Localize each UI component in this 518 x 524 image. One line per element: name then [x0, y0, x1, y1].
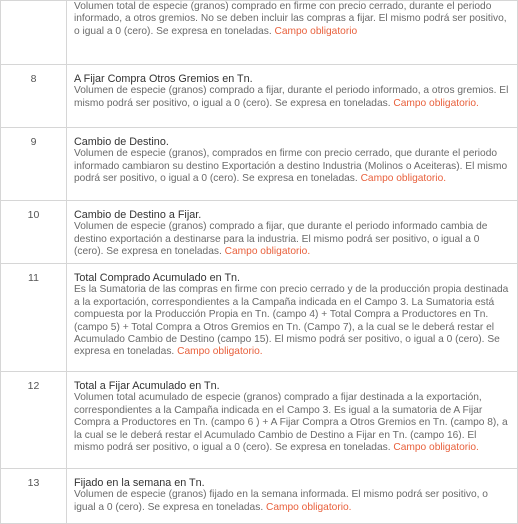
field-description: [67, 201, 518, 264]
field-title: Fijado en la semana en Tn.: [74, 477, 205, 489]
field-title: Total Comprado Acumulado en Tn.: [74, 272, 241, 284]
table-row: [1, 128, 518, 201]
field-description: [67, 128, 518, 201]
field-number: 10: [1, 201, 67, 264]
field-body: Volumen total acumulado de especie (granos) comprado a fijar destinada a la exportación, correspondientes a la Campaña indicada en el Campo 3. Es igual a la sumatoria de A Fijar Compra a Productores en Tn. (campo 6 ) + A Fijar Compra a Otros Gremios en Tn. (campo 8), a la cual se le deberá restar el Acumulado Cambio de Destino a Fijar en Tn. (campo 16). El mismo podrá ser positivo, o igual a 0 (cero). Se expresa en toneladas.: [74, 392, 508, 454]
field-body: Volumen de especie (granos) comprado a fijar, que durante el periodo informado cambia de destino exportación a destinarse para la industria. El mismo podrá ser positivo, o igual a 0 (cero). Se expresa en toneladas.: [74, 221, 488, 258]
field-description: [67, 1, 518, 65]
table-row: [1, 469, 518, 524]
field-body: Volumen total de especie (granos) comprado en firme con precio cerrado, durante el periodo informado, a otros gremios. No se deben incluir las compras a fijar. El mismo podrá ser positivo, o igual a 0 (cero). Se expresa en toneladas.: [74, 1, 507, 37]
required-label: Campo obligatorio.: [265, 501, 352, 513]
required-label: Campo obligatorio: [274, 25, 358, 37]
field-body: Es la Sumatoria de las compras en firme con precio cerrado y de la producción propia destinada a la exportación, correspondientes a la Campaña indicada en el Campo 3. La Sumatoria está compuesta por la Producción Propia en Tn. (campo 4) + Total Compra a Productores en Tn. (campo 5) + Total Compra a Otros Gremios en Tn. (Campo 7), a la cual se le deberá restar el Acumulado Cambio de Destino (campo 15). El mismo podrá ser positivo, o igual a 0 (cero). Se expresa en toneladas.: [74, 284, 509, 358]
field-description: [67, 372, 518, 469]
field-title: A Fijar Compra Otros Gremios en Tn.: [74, 73, 253, 85]
field-description: [67, 469, 518, 524]
table-row: [1, 65, 518, 128]
field-body: Volumen de especie (granos) comprado a fijar, durante el periodo informado, a otros gremios. El mismo podrá ser positivo, o igual a 0 (cero). Se expresa en toneladas.: [74, 85, 509, 109]
table-row: [1, 264, 518, 372]
field-number: 12: [1, 372, 67, 469]
field-description: [67, 65, 518, 128]
field-title: Total a Fijar Acumulado en Tn.: [74, 380, 220, 392]
required-label: Campo obligatorio.: [177, 346, 263, 358]
field-number: 8: [1, 65, 67, 128]
field-number: 11: [1, 264, 67, 372]
field-number: 9: [1, 128, 67, 201]
required-label: Campo obligatorio.: [393, 442, 479, 454]
field-description: [67, 264, 518, 372]
field-body: Volumen de especie (granos) fijado en la semana informada. El mismo podrá ser positivo, o igual a 0 (cero). Se expresa en toneladas.: [74, 489, 488, 513]
field-body: Volumen de especie (granos), comprados en firme con precio cerrado, que durante el periodo informado cambiaron su destino Exportación a destino Industria (Molinos o Aceiteras). El mismo podrá ser positivo, o igual a 0 (cero). Se expresa en toneladas.: [74, 148, 508, 185]
required-label: Campo obligatorio.: [224, 246, 311, 258]
required-label: Campo obligatorio.: [393, 97, 479, 109]
table-row: [1, 201, 518, 264]
field-title: Cambio de Destino a Fijar.: [74, 209, 202, 221]
field-number: 13: [1, 469, 67, 524]
field-title: Cambio de Destino.: [74, 136, 169, 148]
field-number: [1, 1, 67, 65]
table-row: [1, 372, 518, 469]
required-label: Campo obligatorio.: [360, 173, 447, 185]
table-row: [1, 1, 518, 65]
